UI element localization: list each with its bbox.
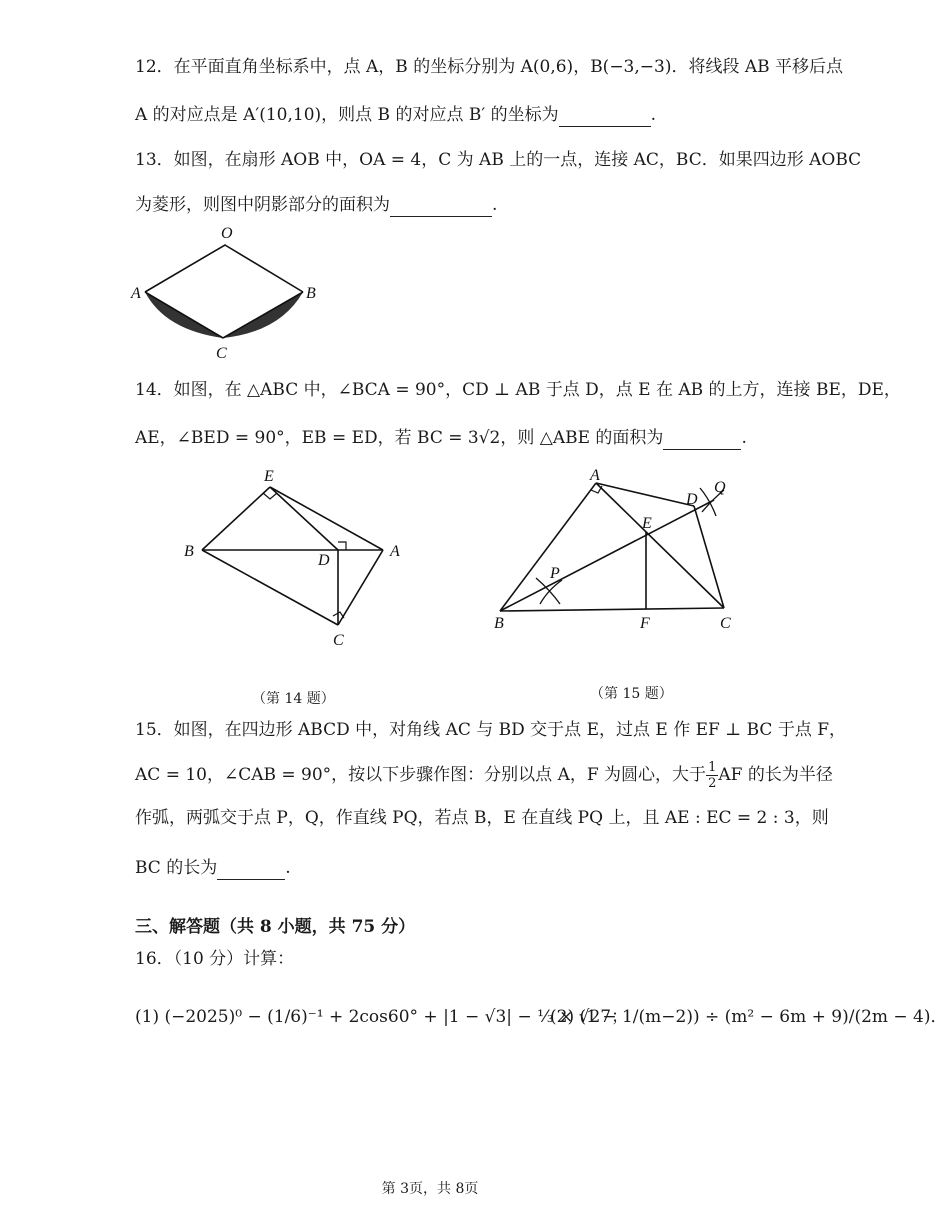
q14-seg-be xyxy=(202,487,270,550)
q13-answer-blank xyxy=(390,198,492,217)
q13-line2-text: 为菱形，则图中阴影部分的面积为 xyxy=(135,195,390,215)
q13-label-b: B xyxy=(306,285,316,302)
q16-title: 16．（10 分）计算： xyxy=(135,949,295,969)
q14-label-b: B xyxy=(184,543,194,560)
q13-line2 xyxy=(135,193,497,217)
q15-line4-text: BC 的长为 xyxy=(135,858,218,878)
q15-fraction xyxy=(706,760,718,791)
q15-line4 xyxy=(135,856,291,880)
q15-caption: （第 15 题） xyxy=(590,686,673,702)
q12-line2 xyxy=(135,103,656,127)
q15-seg-ad xyxy=(596,483,694,506)
q12-line2-end: . xyxy=(650,105,657,125)
q15-label-a: A xyxy=(590,467,600,484)
q12-answer-blank xyxy=(559,108,651,127)
q13-chord-ac xyxy=(145,292,223,338)
q16-part1: (1) (−2025)⁰ − (1/6)⁻¹ + 2cos60° + |1 − √3| − ⅓ × √27； xyxy=(135,1007,629,1027)
q15-line2 xyxy=(135,760,833,791)
q15-label-e: E xyxy=(642,515,652,532)
q12-line1: 12．在平面直角坐标系中，点 A，B 的坐标分别为 A(0,6)，B(−3,−3)．将线段 AB 平移后点 xyxy=(135,57,844,77)
q15-answer-blank xyxy=(217,861,285,880)
q15-frac-den: 2 xyxy=(708,776,717,791)
page-footer: 第 3页，共 8页 xyxy=(381,1181,479,1197)
q15-label-f: F xyxy=(640,615,650,632)
q13-figure xyxy=(125,220,335,370)
q15-figure xyxy=(488,468,748,643)
q15-line1: 15．如图，在四边形 ABCD 中，对角线 AC 与 BD 交于点 E，过点 E 作 EF ⊥ BC 于点 F， xyxy=(135,720,847,740)
q15-label-d: D xyxy=(686,491,698,508)
q14-right-angle-d xyxy=(338,542,346,550)
q12-line2-text: A 的对应点是 A′(10,10)，则点 B 的对应点 B′ 的坐标为 xyxy=(135,105,559,125)
q15-seg-bc xyxy=(500,608,724,611)
q14-right-angle-e xyxy=(263,493,277,499)
q15-line3: 作弧，两弧交于点 P，Q，作直线 PQ，若点 B，E 在直线 PQ 上，且 AE : EC = 2 : 3，则 xyxy=(135,808,829,828)
q15-line2-end: AF 的长为半径 xyxy=(718,765,833,785)
q13-radii xyxy=(145,245,303,292)
q15-label-q: Q xyxy=(714,479,726,496)
q14-label-a: A xyxy=(390,543,400,560)
q13-label-o: O xyxy=(221,225,233,242)
q14-figure xyxy=(178,465,408,660)
q14-seg-ac xyxy=(338,550,383,625)
q14-answer-blank xyxy=(663,431,741,450)
q14-seg-ea xyxy=(270,487,383,550)
q14-caption: （第 14 题） xyxy=(252,691,335,707)
q15-line-pq xyxy=(500,500,714,611)
q15-label-c: C xyxy=(720,615,731,632)
q13-chord-bc xyxy=(223,292,303,338)
q13-line2-end: . xyxy=(492,195,498,215)
q15-frac-num: 1 xyxy=(708,760,717,775)
q15-line2-text: AC = 10，∠CAB = 90°，按以下步骤作图：分别以点 A，F 为圆心，大于 xyxy=(135,765,707,785)
q14-line1: 14．如图，在 △ABC 中，∠BCA = 90°，CD ⊥ AB 于点 D，点 E 在 AB 的上方，连接 BE，DE， xyxy=(135,380,901,400)
q14-line2-text: AE，∠BED = 90°，EB = ED，若 BC = 3√2，则 △ABE 的面积为 xyxy=(135,428,664,448)
q14-line2-end: . xyxy=(741,428,747,448)
q13-label-c: C xyxy=(216,345,227,362)
q14-label-e: E xyxy=(264,468,274,485)
section3-title: 三、解答题（共 8 小题，共 75 分） xyxy=(135,917,416,937)
q15-label-p: P xyxy=(550,565,560,582)
q14-label-c: C xyxy=(333,632,344,649)
q14-line2 xyxy=(135,426,747,450)
q13-label-a: A xyxy=(131,285,141,302)
q16-part2: (2) (1 − 1/(m−2)) ÷ (m² − 6m + 9)/(2m − 4)． xyxy=(550,1007,948,1027)
q15-line4-end: . xyxy=(285,858,291,878)
q15-label-b: B xyxy=(494,615,504,632)
q13-line1: 13．如图，在扇形 AOB 中，OA = 4，C 为 AB 上的一点，连接 AC，BC．如果四边形 AOBC xyxy=(135,150,862,170)
q14-label-d: D xyxy=(318,552,330,569)
